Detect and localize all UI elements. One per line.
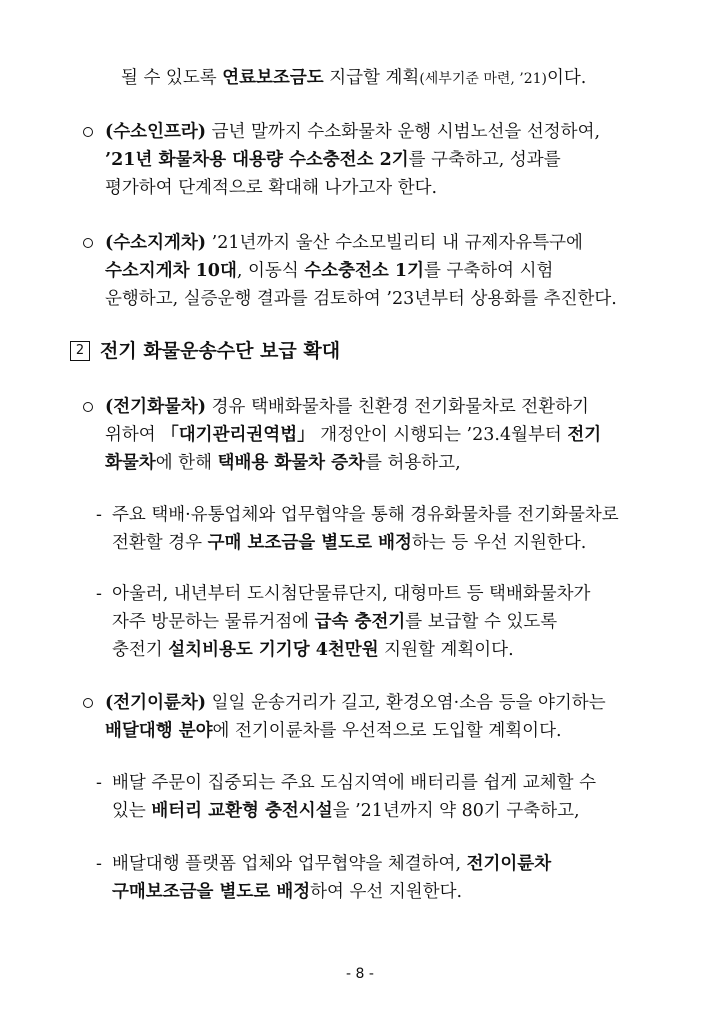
circle-bullet-icon [83, 402, 93, 412]
text-run-small: (세부기준 마련, ’21) [419, 71, 547, 87]
circle-bullet-icon [83, 238, 93, 248]
bold-run: 배달대행 분야 [105, 721, 213, 741]
paragraph-line [105, 451, 461, 475]
bold-run: 택배용 화물차 증차 [217, 453, 365, 473]
paragraph-line [112, 638, 514, 662]
text-run: 를 허용하고, [365, 453, 461, 473]
paragraph-line [105, 423, 601, 447]
bold-run: 설치비용도 기기당 4천만원 [168, 640, 379, 660]
text-run: 를 구축하여 시험 [424, 261, 554, 281]
bold-run: (전기화물차) [105, 397, 207, 417]
paragraph-line [105, 231, 583, 255]
text-run: ’21년까지 울산 수소모빌리티 내 규제자유특구에 [206, 233, 583, 253]
section-number-box: 2 [70, 341, 90, 361]
bold-run: (수소인프라) [105, 122, 207, 142]
paragraph-line [105, 148, 561, 172]
bold-run: 배터리 교환형 충전시설 [151, 801, 333, 821]
paragraph-line [112, 582, 590, 606]
text-run: 를 구축하고, 성과를 [408, 150, 561, 170]
text-run: 배달 주문이 집중되는 주요 도심지역에 배터리를 쉽게 교체할 수 [112, 773, 597, 793]
bold-run: (수소지게차) [105, 233, 207, 253]
text-run: 자주 방문하는 물류거점에 [112, 612, 315, 632]
text-run: 전환할 경우 [112, 533, 208, 553]
dash-bullet: - [96, 505, 102, 525]
bold-run: 수소지게차 10대 [105, 261, 237, 281]
paragraph-line [105, 287, 617, 311]
text-run: 하여 우선 지원한다. [310, 882, 463, 902]
page-number: - 8 - [346, 966, 374, 982]
text-run: 지원할 계획이다. [378, 640, 514, 660]
bold-run: (전기이륜차) [105, 693, 207, 713]
paragraph-line [112, 852, 551, 876]
bold-run: 구매 보조금을 별도로 배정 [207, 533, 412, 553]
dash-bullet: - [96, 584, 102, 604]
bold-run: 급속 충전기 [314, 612, 406, 632]
text-run: 배달대행 플랫폼 업체와 업무협약을 체결하여, [112, 854, 467, 874]
paragraph-line [112, 799, 580, 823]
text-run: 이다. [547, 68, 587, 88]
text-run: 에 한해 [155, 453, 218, 473]
text-run: 를 보급할 수 있도록 [405, 612, 558, 632]
text-run: 있는 [112, 801, 152, 821]
text-run: 에 전기이륜차를 우선적으로 도입할 계획이다. [212, 721, 562, 741]
paragraph-line [121, 66, 586, 90]
bold-run: 수소충전소 1기 [304, 261, 424, 281]
paragraph-line [105, 120, 600, 144]
paragraph-line [112, 531, 586, 555]
bold-run: 화물차 [105, 453, 156, 473]
paragraph-line [112, 503, 619, 527]
text-run: 경유 택배화물차를 친환경 전기화물차로 전환하기 [206, 397, 589, 417]
paragraph-line [105, 395, 589, 419]
paragraph-line [105, 259, 553, 283]
paragraph-line [112, 880, 462, 904]
text-run: 을 ’21년까지 약 80기 구축하고, [332, 801, 580, 821]
text-run: 주요 택배·유통업체와 업무협약을 통해 경유화물차를 전기화물차로 [112, 505, 619, 525]
bold-run: 연료보조금도 [222, 68, 324, 88]
bold-run: 전기이륜차 [466, 854, 552, 874]
text-run: 평가하여 단계적으로 확대해 나가고자 한다. [105, 178, 438, 198]
bold-run: 구매보조금을 별도로 배정 [112, 882, 311, 902]
text-run: 개정안이 시행되는 ’23.4월부터 [314, 425, 568, 445]
text-run: 아울러, 내년부터 도시첨단물류단지, 대형마트 등 택배화물차가 [112, 584, 591, 604]
paragraph-line [112, 771, 596, 795]
text-run: , 이동식 [236, 261, 305, 281]
dash-bullet: - [96, 854, 102, 874]
bold-run: ’21년 화물차용 대용량 수소충전소 2기 [105, 150, 409, 170]
bold-run: 전기 [567, 425, 602, 445]
text-run: 위하여 [105, 425, 162, 445]
paragraph-line [105, 719, 562, 743]
paragraph-line [112, 610, 557, 634]
text-run: 금년 말까지 수소화물차 운행 시범노선을 선정하여, [206, 122, 601, 142]
bold-run: 「대기관리권역법」 [161, 425, 315, 445]
text-run: 일일 운송거리가 길고, 환경오염·소음 등을 야기하는 [206, 693, 606, 713]
paragraph-line [105, 176, 437, 200]
text-run: 운행하고, 실증운행 결과를 검토하여 ’23년부터 상용화를 추진한다. [105, 289, 617, 309]
circle-bullet-icon [83, 698, 93, 708]
circle-bullet-icon [83, 127, 93, 137]
dash-bullet: - [96, 773, 102, 793]
text-run: 지급할 계획 [323, 68, 420, 88]
text-run: 충전기 [112, 640, 169, 660]
text-run: 하는 등 우선 지원한다. [411, 533, 587, 553]
text-run: 될 수 있도록 [121, 68, 223, 88]
paragraph-line [105, 691, 606, 715]
section-title: 전기 화물운송수단 보급 확대 [100, 340, 341, 362]
